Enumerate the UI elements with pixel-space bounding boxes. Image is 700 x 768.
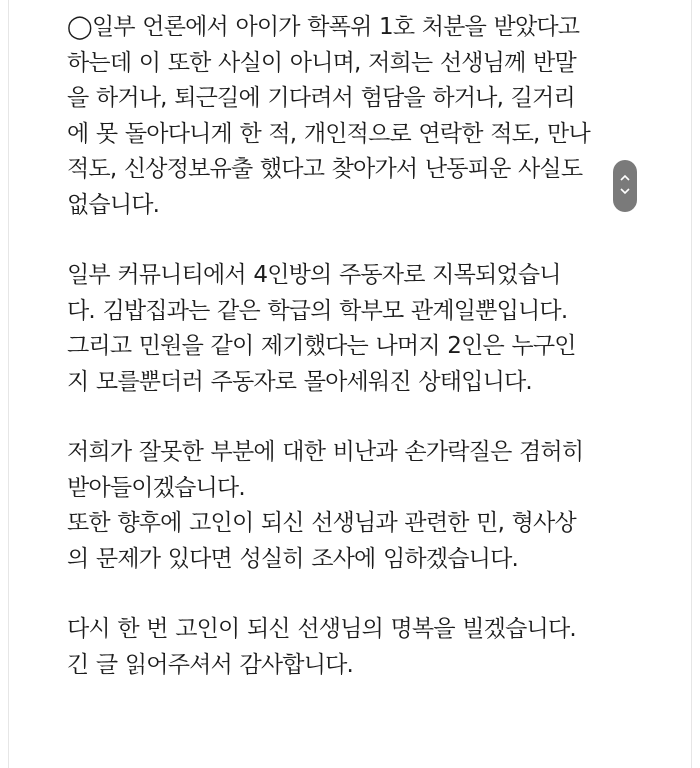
text-line: 의 문제가 있다면 성실히 조사에 임하겠습니다.: [67, 545, 519, 572]
text-line: 다시 한 번 고인이 되신 선생님의 명복을 빌겠습니다.: [67, 616, 576, 642]
text-line: 긴 글 읽어주셔서 감사합니다.: [67, 651, 354, 678]
text-line: 하는데 이 또한 사실이 아니며, 저희는 선생님께 반말: [67, 49, 576, 76]
chevron-up-icon: [620, 174, 630, 184]
text-line: 없습니다.: [67, 191, 160, 218]
fast-scroll-handle[interactable]: [613, 160, 637, 212]
text-line: 그리고 민원을 같이 제기했다는 나머지 2인은 누구인: [67, 333, 576, 359]
paragraph-3: [67, 435, 642, 577]
text-line: 일부 커뮤니티에서 4인방의 주동자로 지목되었습니: [67, 262, 561, 288]
text-line: 다. 김밥집과는 같은 학급의 학부모 관계일뿐입니다.: [67, 297, 568, 324]
text-line: 에 못 돌아다니게 한 적, 개인적으로 연락한 적도, 만나: [67, 120, 590, 147]
text-line: 을 하거나, 퇴근길에 기다려서 험담을 하거나, 길거리: [67, 85, 575, 111]
paragraph-2: [67, 258, 642, 400]
paragraph-gap: [67, 223, 642, 258]
text-line: 저희가 잘못한 부분에 대한 비난과 손가락질은 겸허히: [67, 439, 584, 465]
text-line: 또한 향후에 고인이 되신 선생님과 관련한 민, 형사상: [67, 510, 576, 536]
text-line: 받아들이겠습니다.: [67, 474, 245, 501]
article-body: [67, 10, 642, 683]
paragraph-gap: [67, 577, 642, 612]
text-line: 적도, 신상정보유출 했다고 찾아가서 난동피운 사실도: [67, 156, 583, 182]
paragraph-gap: [67, 400, 642, 435]
chevron-down-icon: [620, 188, 630, 198]
paragraph-4: [67, 612, 642, 683]
text-line: ◯일부 언론에서 아이가 학폭위 1호 처분을 받았다고: [67, 14, 580, 40]
text-line: 지 모를뿐더러 주동자로 몰아세워진 상태입니다.: [67, 368, 532, 395]
paragraph-1: [67, 10, 642, 223]
